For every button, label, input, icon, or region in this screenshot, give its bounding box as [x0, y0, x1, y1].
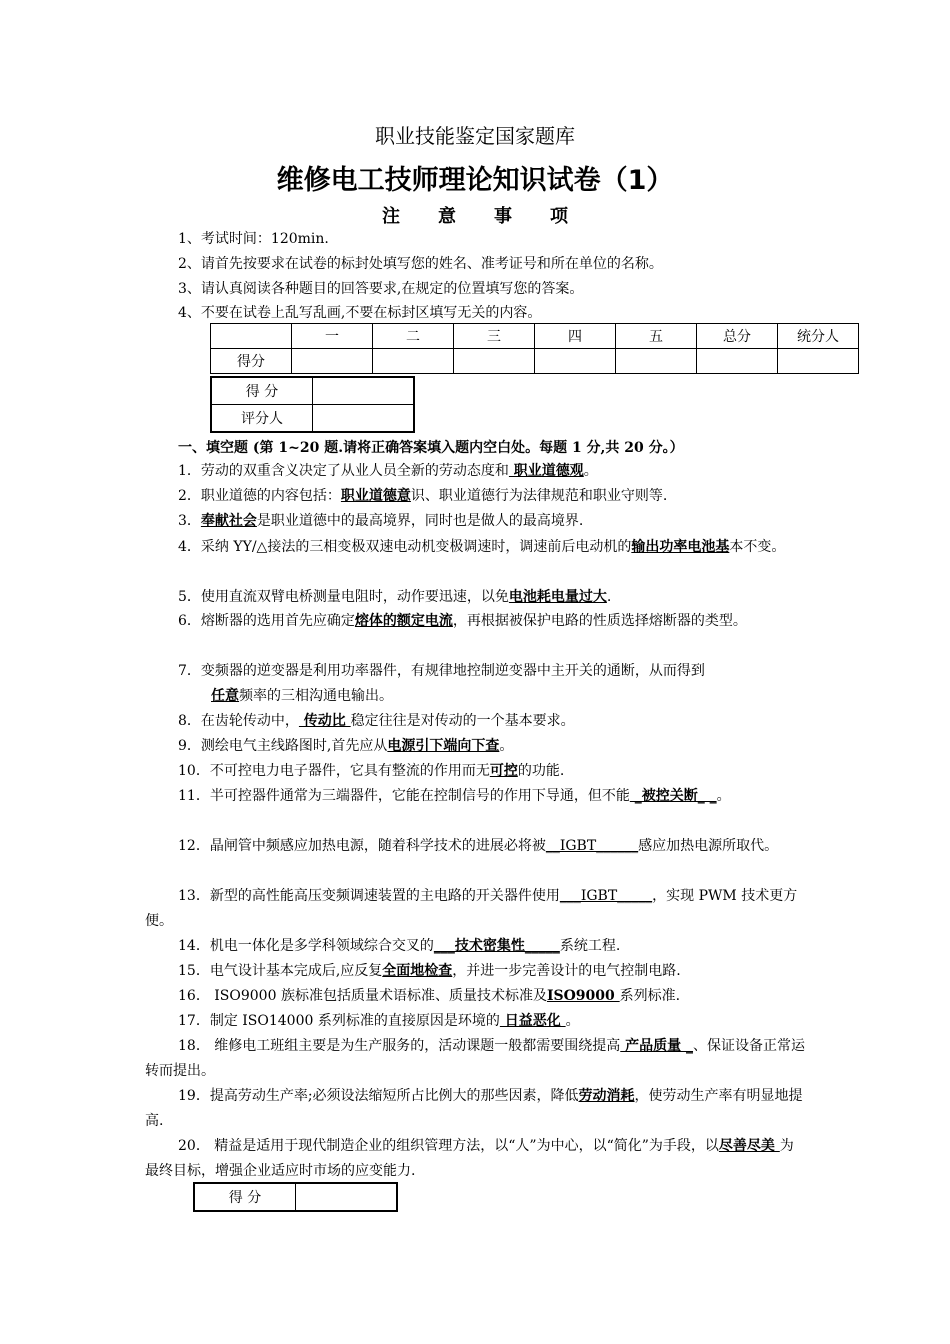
- question-3: [178, 509, 583, 534]
- q-text: 10．不可控电力电子器件，它具有整流的作用而无: [178, 763, 490, 779]
- score-cell[interactable]: [778, 349, 859, 374]
- q-text: ，并进一步完善设计的电气控制电路.: [452, 963, 681, 979]
- q-text: 8．在齿轮传动中，: [178, 713, 299, 729]
- question-10: [178, 759, 564, 784]
- score-cell[interactable]: [292, 349, 373, 374]
- question-2: [178, 484, 667, 509]
- score-header-4: 四: [535, 324, 616, 349]
- q-text: 12．晶闸管中频感应加热电源，随着科学技术的进展必将被: [178, 838, 546, 854]
- q-text: 15．电气设计基本完成后,应反复: [178, 963, 383, 979]
- q-text: 11．半可控器件通常为三端器件，它能在控制信号的作用下导通，但不能: [178, 788, 630, 804]
- q-text: 频率的三相沟通电输出。: [239, 688, 393, 704]
- question-17: [178, 1009, 580, 1034]
- q-text: 稳定往往是对传动的一个基本要求。: [350, 713, 575, 729]
- q-answer: 尽善尽美: [718, 1138, 780, 1154]
- score-value[interactable]: [313, 377, 415, 405]
- question-1: [178, 459, 598, 484]
- score-cell[interactable]: [454, 349, 535, 374]
- note-4: 4、不要在试卷上乱写乱画,不要在标封区填写无关的内容。: [178, 305, 542, 321]
- score-cell[interactable]: [373, 349, 454, 374]
- q-answer: __IGBT______: [545, 838, 639, 854]
- q-text: 19．提高劳动生产率;必须设法缩短所占比例大的那些因素，降低: [178, 1088, 579, 1104]
- question-18: [145, 1034, 807, 1084]
- score-cell[interactable]: [535, 349, 616, 374]
- q-text: 的功能.: [517, 763, 565, 779]
- q-answer: 产品质量 _: [620, 1038, 694, 1054]
- q-text: 系列标准.: [619, 988, 681, 1004]
- score-value[interactable]: [296, 1183, 398, 1211]
- score-header-5: 五: [616, 324, 697, 349]
- q-text: 为最终目标，增强企业适应时市场的应变能力.: [145, 1138, 794, 1179]
- q-text: 。: [499, 738, 514, 754]
- q-answer: 任意: [211, 688, 239, 704]
- question-8: [178, 709, 575, 734]
- score-header-1: 一: [292, 324, 373, 349]
- q-text: 13．新型的高性能高压变频调速装置的主电路的开关器件使用: [178, 888, 560, 904]
- score-cell: [211, 324, 292, 349]
- q-text: 17．制定 ISO14000 系列标准的直接原因是环境的: [178, 1013, 500, 1029]
- q-text: 感应加热电源所取代。: [638, 838, 779, 854]
- question-5: [178, 585, 611, 610]
- note-2: 2、请首先按要求在试卷的标封处填写您的姓名、准考证号和所在单位的名称。: [178, 256, 663, 272]
- q-answer: _被控关断_ _: [629, 788, 717, 804]
- q-text: 本不变。: [729, 539, 786, 555]
- q-answer: 可控: [489, 763, 518, 779]
- question-14: [178, 934, 620, 959]
- q-text: 3．: [178, 513, 201, 529]
- q-text: 系统工程.: [559, 938, 621, 954]
- q-answer: 电池耗电量过大: [508, 589, 607, 605]
- grader-label: 评分人: [211, 405, 313, 433]
- bank-title: 职业技能鉴定国家题库: [375, 124, 575, 148]
- q-text: 。: [716, 788, 731, 804]
- section-score-box: [210, 376, 415, 433]
- q-text: ，实现 PWM 技术更方便。: [145, 888, 798, 929]
- q-answer: 输出功率电池基: [631, 539, 730, 555]
- question-6: [145, 609, 807, 634]
- score-header-tallier: 统分人: [778, 324, 859, 349]
- score-header-total: 总分: [697, 324, 778, 349]
- section-1-heading: 一、填空题 (第 1~20 题.请将正确答案填入题内空白处。每题 1 分,共 20 分。）: [178, 440, 684, 456]
- notice-heading: 注意事项: [382, 206, 606, 227]
- q-text: 。: [565, 1013, 580, 1029]
- question-16: [178, 984, 680, 1009]
- q-text: .: [606, 589, 612, 605]
- q-text: 6．熔断器的选用首先应确定: [178, 613, 355, 629]
- question-12: [145, 834, 807, 859]
- score-label: 得 分: [194, 1183, 296, 1211]
- q-text: 18． 维修电工班组主要是为生产服务的，活动课题一般都需要围绕提高: [178, 1038, 621, 1054]
- q-answer: ___IGBT_____: [559, 888, 653, 904]
- question-7: [178, 659, 808, 709]
- question-13: [145, 884, 807, 934]
- q-answer: 奉献社会: [200, 513, 257, 529]
- section-2-score-box: [193, 1182, 398, 1212]
- question-15: [178, 959, 681, 984]
- score-table-header: [211, 324, 859, 349]
- q-text: 7．变频器的逆变器是利用功率器件，有规律地控制逆变器中主开关的通断，从而得到: [178, 663, 705, 679]
- q-text: 5．使用直流双臂电桥测量电阻时，动作要迅速，以免: [178, 589, 509, 605]
- score-row-label: 得分: [211, 349, 292, 374]
- score-cell[interactable]: [616, 349, 697, 374]
- score-header-3: 三: [454, 324, 535, 349]
- question-11: [145, 784, 807, 809]
- score-label: 得 分: [211, 377, 313, 405]
- q-text: 、保证设备正常运转而提出。: [145, 1038, 806, 1079]
- q-answer: ___技术密集性_____: [433, 938, 560, 954]
- score-table-row: [211, 349, 859, 374]
- q-answer: 电源引下端向下查: [387, 738, 500, 754]
- q-text: 识、职业道德行为法律规范和职业守则等.: [410, 488, 668, 504]
- q-text: 16． ISO9000 族标准包括质量术语标准、质量技术标准及: [178, 988, 547, 1004]
- q-text: 2．职业道德的内容包括：: [178, 488, 341, 504]
- note-3: 3、请认真阅读各种题目的回答要求,在规定的位置填写您的答案。: [178, 281, 584, 297]
- q-text: 20． 精益是适用于现代制造企业的组织管理方法，以“人”为中心，以“简化”为手段，以: [178, 1138, 719, 1154]
- q-answer: 熔体的额定电流: [354, 613, 453, 629]
- question-4: [145, 535, 807, 560]
- question-19: [145, 1084, 807, 1134]
- score-table: [210, 323, 859, 374]
- score-header-2: 二: [373, 324, 454, 349]
- question-9: [178, 734, 513, 759]
- q-answer: 传动比: [298, 713, 351, 729]
- q-text: 1．劳动的双重含义决定了从业人员全新的劳动态度和: [178, 463, 509, 479]
- q-answer: 职业道德观: [508, 463, 584, 479]
- note-1: 1、考试时间：120min.: [178, 231, 329, 247]
- q-answer: 全面地检查: [382, 963, 453, 979]
- q-text: 。: [583, 463, 598, 479]
- q-text: 9．测绘电气主线路图时,首先应从: [178, 738, 388, 754]
- q-text: ，使劳动生产率有明显地提高.: [145, 1088, 803, 1129]
- q-continuation: [178, 684, 808, 709]
- q-answer: 日益恶化: [499, 1013, 566, 1029]
- q-text: 是职业道德中的最高境界，同时也是做人的最高境界.: [256, 513, 584, 529]
- q-text: ，再根据被保护电路的性质选择熔断器的类型。: [452, 613, 747, 629]
- question-20: [145, 1134, 807, 1184]
- q-answer: 劳动消耗: [578, 1088, 635, 1104]
- q-answer: ISO9000: [546, 988, 620, 1004]
- q-text: 14．机电一体化是多学科领域综合交叉的: [178, 938, 434, 954]
- score-cell[interactable]: [697, 349, 778, 374]
- exam-title: 维修电工技师理论知识试卷（1）: [276, 165, 674, 196]
- q-text: 4．采纳 YY/△接法的三相变极双速电动机变极调速时，调速前后电动机的: [178, 539, 632, 555]
- grader-value[interactable]: [313, 405, 415, 433]
- q-answer: 职业道德意: [340, 488, 411, 504]
